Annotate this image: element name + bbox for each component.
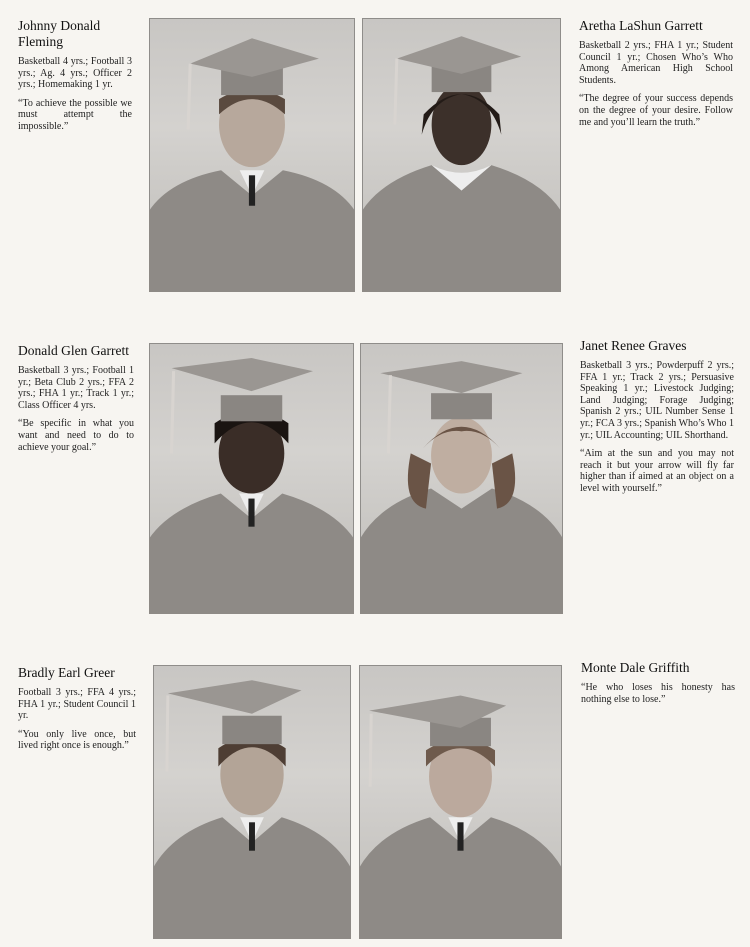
student-quote: “Aim at the sun and you may not reach it but your arrow will fly far higher than if aimed at an object on a level with yourself.” xyxy=(580,448,734,494)
student-activities: Basketball 3 yrs.; Powderpuff 2 yrs.; FFA 1 yr.; Track 2 yrs.; Persuasive Speaking 1 yr.; Livestock Judging; Land Judging; Forage Judging; Spanish 2 yrs.; UIL Number Sense 1 yr.; FCA 3 yrs.; Spanish Who’s Who 1 yr.; UIL Accounting; UIL Shorthand. xyxy=(580,360,734,441)
student-name: Bradly Earl Greer xyxy=(18,665,115,680)
student-quote: “The degree of your success depends on the degree of your desire. Follow me and you’ll learn the truth.” xyxy=(579,93,733,128)
student-quote: “Be specific in what you want and need to do to achieve your goal.” xyxy=(18,418,134,453)
student-quote: “You only live once, but lived right once is enough.” xyxy=(18,728,136,752)
student-name: Aretha LaShun Garrett xyxy=(579,18,703,33)
student-quote: “To achieve the possible we must attempt the impossible.” xyxy=(18,97,132,132)
student-name: Monte Dale Griffith xyxy=(581,660,690,675)
student-portrait xyxy=(153,665,351,939)
student-portrait xyxy=(149,343,354,614)
student-entry-greer xyxy=(18,665,136,752)
student-entry-fleming xyxy=(18,18,132,133)
student-activities: Basketball 3 yrs.; Football 1 yr.; Beta Club 2 yrs.; FFA 2 yrs.; FHA 1 yr.; Track 1 yr.; Class Officer 4 yrs. xyxy=(18,365,134,411)
student-portrait xyxy=(362,18,561,292)
student-name: Janet Renee Graves xyxy=(580,338,687,353)
student-quote: “He who loses his honesty has nothing else to lose.” xyxy=(581,682,735,705)
student-portrait xyxy=(359,665,562,939)
student-entry-d-garrett xyxy=(18,343,134,453)
student-activities: Football 3 yrs.; FFA 4 yrs.; FHA 1 yr.; Student Council 1 yr. xyxy=(18,687,136,722)
student-entry-graves xyxy=(580,338,734,495)
student-portrait xyxy=(360,343,563,614)
student-name: Johnny Donald Fleming xyxy=(18,18,101,49)
student-portrait xyxy=(149,18,355,292)
student-activities: Basketball 2 yrs.; FHA 1 yr.; Student Council 1 yr.; Chosen Who’s Who Among American High School Students. xyxy=(579,40,733,86)
student-entry-a-garrett xyxy=(579,18,733,128)
student-entry-griffith xyxy=(581,660,735,705)
student-activities: Basketball 4 yrs.; Football 3 yrs.; Ag. 4 yrs.; Officer 2 yrs.; Homemaking 1 yr. xyxy=(18,56,132,91)
student-name: Donald Glen Garrett xyxy=(18,343,129,358)
